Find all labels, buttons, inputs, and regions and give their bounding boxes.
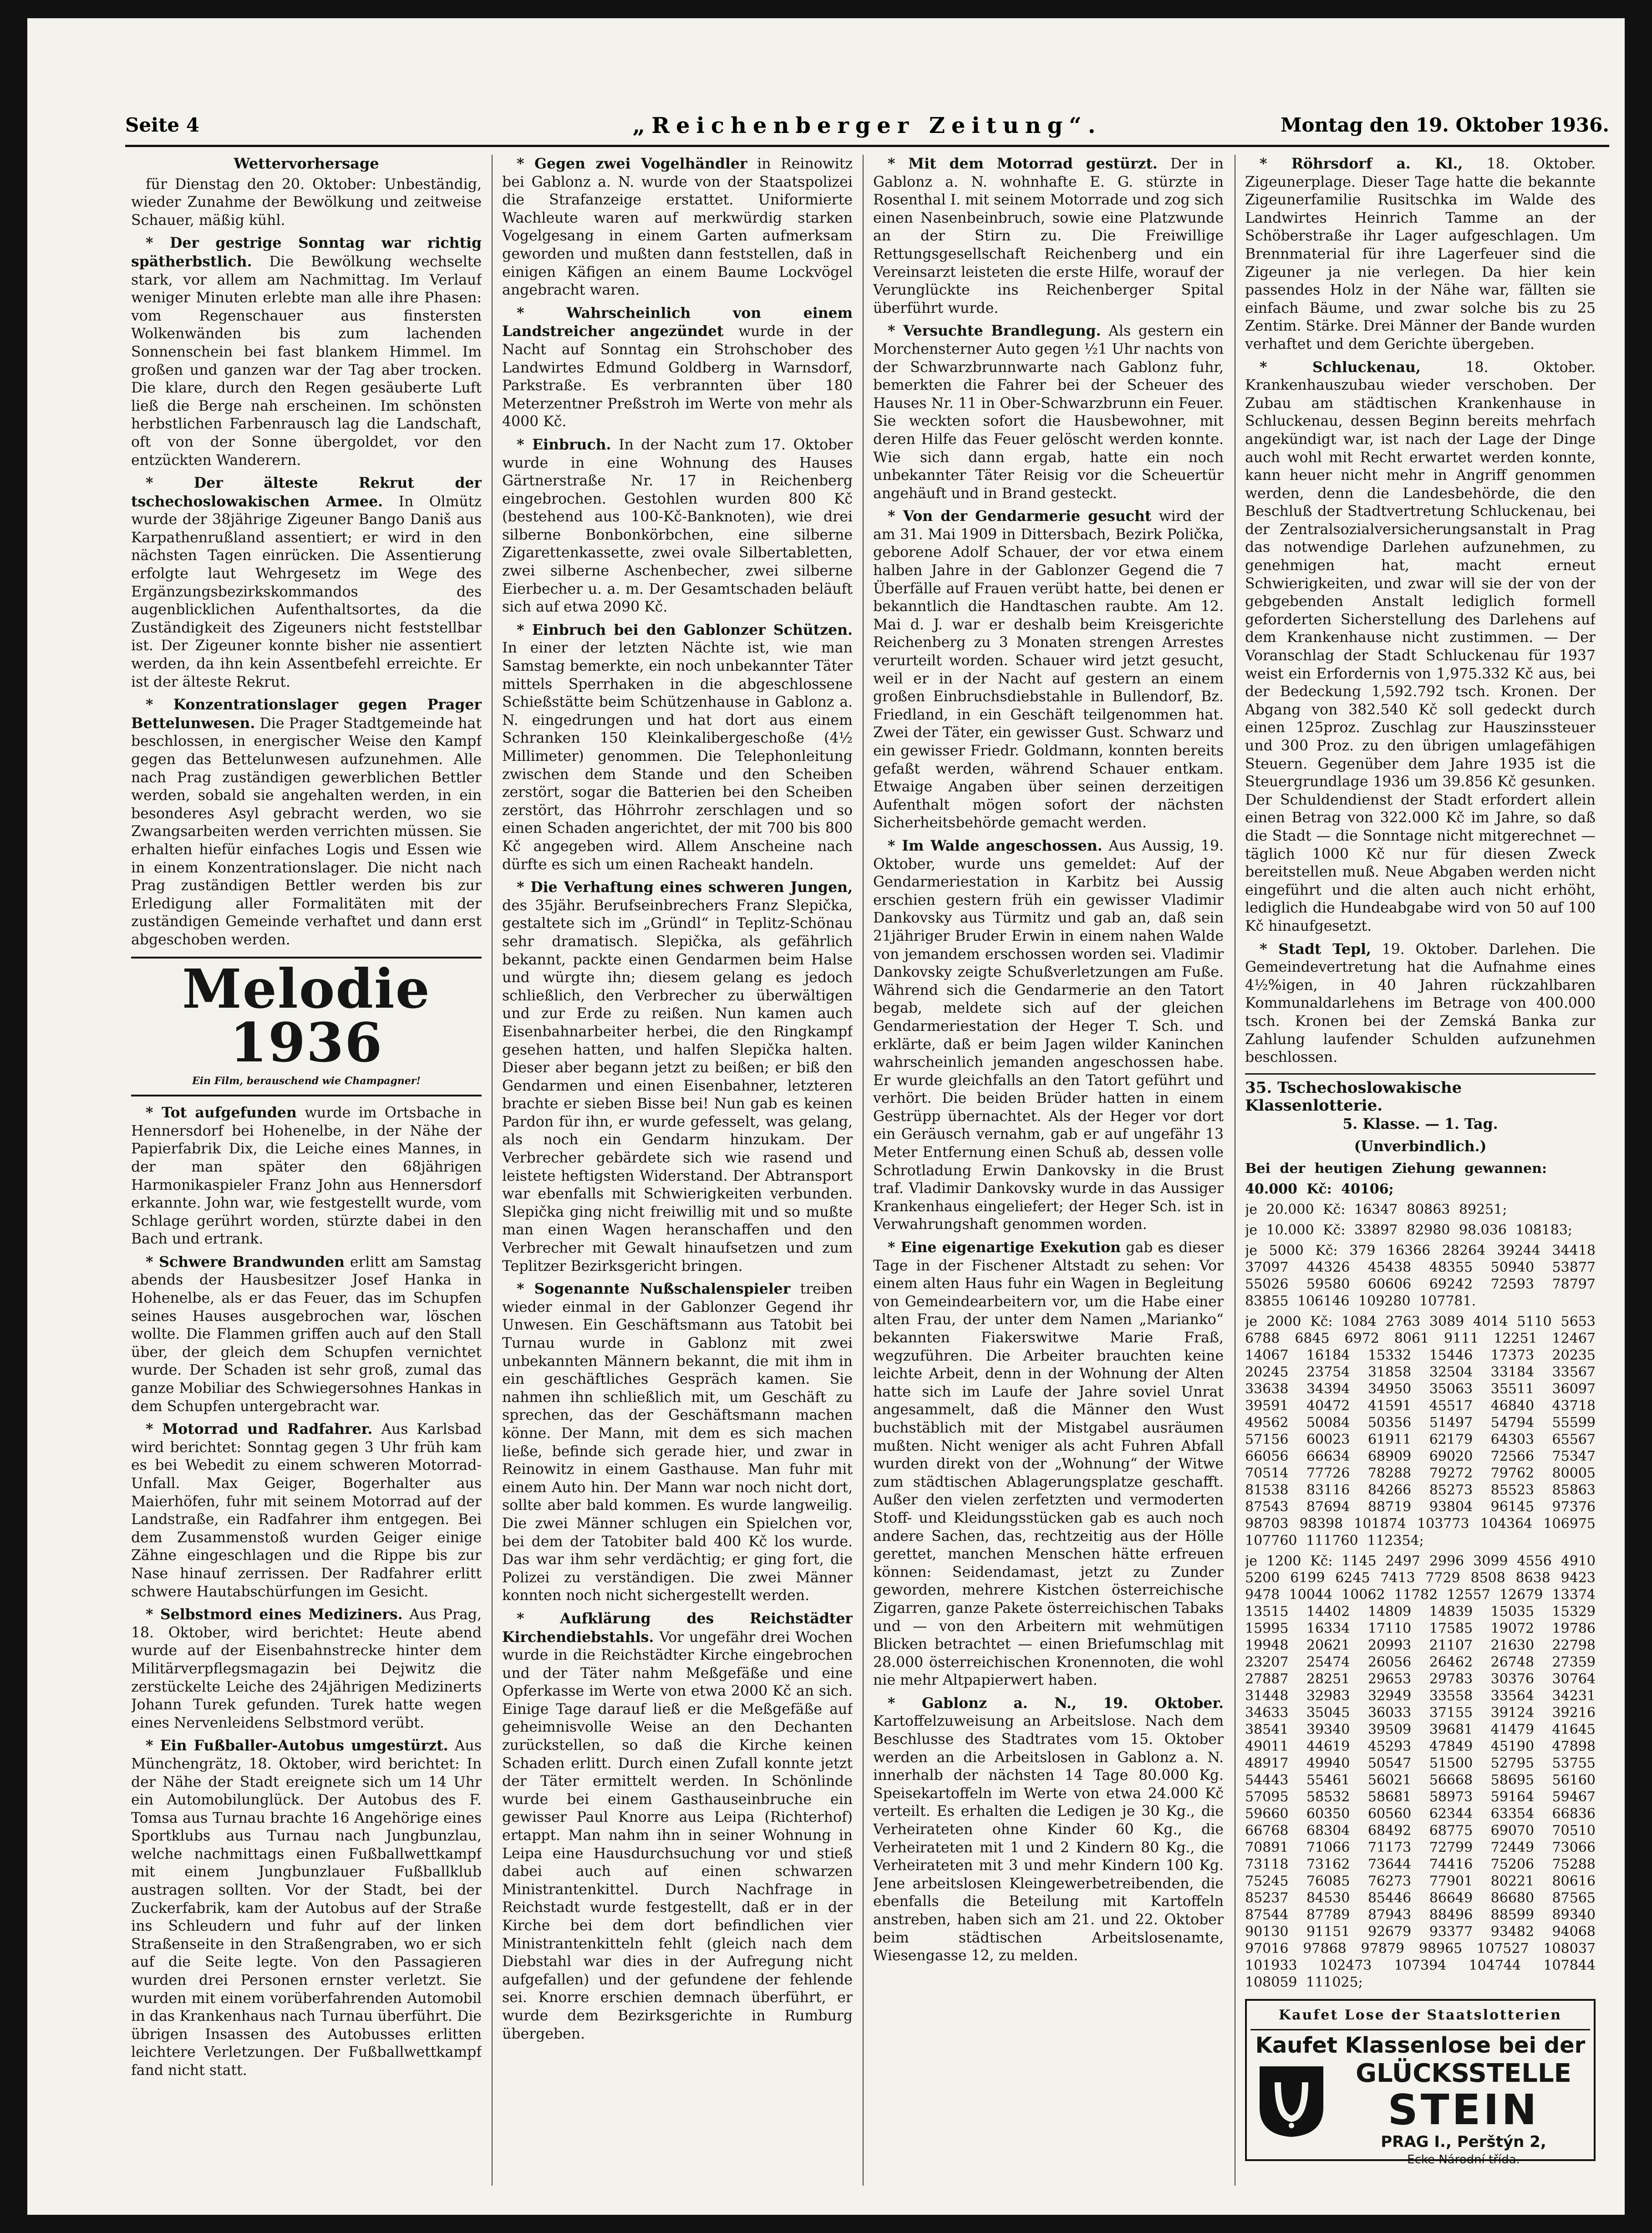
ad-address-2: Ecke Národní třída. bbox=[1407, 2153, 1520, 2167]
article: * Einbruch. In der Nacht zum 17. Oktober wurde in eine Wohnung des Hauses Gärtnerstraße Nr. 17 in Reichenberg eingebrochen. Gestohlen wurden 800 Kč (bestehend aus 100-Kč-Banknoten), wie drei silberne Bonbonkörbchen, eine silberne Zigarettenkassette, zwei ovale Silbertabletten, zwei silberne Aschenbecher, zwei silberne Eierbecher u. a. m. Der Gesamtschaden beläuft sich auf etwa 2090 Kč. bbox=[502, 436, 853, 616]
column-divider bbox=[492, 155, 493, 2186]
article: * Von der Gendarmerie gesucht wird der am 31. Mai 1909 in Dittersbach, Bezirk Polička, geborene Adolf Schauer, der vor etwa einem halben Jahre in der Gablonzer Gegend die 7 Überfälle auf Frauen verübt hatte, bei denen er bekanntlich die Handtaschen raubte. Am 12. Mai d. J. war er deshalb beim Kreisgerichte Reichenberg zu 3 Monaten strengen Arrestes verurteilt worden. Schauer wird jetzt gesucht, weil er in der Nacht auf gestern an einem großen Einbruchsdiebstahle in Bullendorf, Bz. Friedland, in ein Geschäft teilgenommen hat. Zwei der Täter, ein gewisser Gust. Schwarz und ein gewisser Friedr. Goldmann, konnten bereits gefaßt werden, während Schauer entkam. Etwaige Angaben über seinen derzeitigen Aufenthalt mögen sofort der nächsten Sicherheitsbehörde gemacht werden. bbox=[873, 508, 1224, 831]
article: * Sogenannte Nußschalenspieler treiben wieder einmal in der Gablonzer Gegend ihr Unwesen. Ein Geschäftsmann aus Tatobit bei Turnau wurde in Gablonz mit zwei unbekannten Männern bekannt, die mit ihm in ein geschäftliches Gespräch kamen. Sie nahmen ihn schließlich mit, um Geschäft zu sprechen, das der Geschäftsmann machen könne. Der Mann, mit dem es sich machen ließe, befinde sich gerade hier, und zwar in Reinowitz in einem Gasthause. Man fuhr mit einem Auto hin. Der Mann war noch nicht dort, sollte aber bald kommen. Es wurde langweilig. Die zwei Männer schlugen ein Spielchen vor, bei dem der Tatobiter bald 400 Kč los wurde. Das war ihm sehr verdächtig; er ging fort, die Polizei zu verständigen. Die zwei Männer konnten noch nicht sichergestellt werden. bbox=[502, 1280, 853, 1604]
article: * Konzentrationslager gegen Prager Bettelunwesen. Die Prager Stadtgemeinde hat beschlossen, in energischer Weise den Kampf gegen das Bettelunwesen aufzunehmen. Alle nach Prag zuständigen gewerblichen Bettler werden, sobald sie angehalten werden, in ein besonderes Asyl gebracht werden, wo sie Zwangsarbeiten werden verrichten müssen. Sie erhalten hiefür einfaches Logis und Essen wie in einem Konzentrationslager. Die nicht nach Prag zuständigen Bettler werden bis zur Erledigung aller Formalitäten mit der zuständigen Gemeinde verhaftet und dann erst abgeschoben werden. bbox=[131, 696, 482, 948]
ad-shop-name-1: GLÜCKSSTELLE bbox=[1356, 2059, 1571, 2089]
article: * Die Verhaftung eines schweren Jungen, des 35jähr. Berufseinbrechers Franz Slepička, gestaltete sich im „Gründl“ in Teplitz-Schönau sehr dramatisch. Slepička, als gefährlich bekannt, packte einen Gendarmen beim Halse und würgte ihn; diesem gelang es jedoch schließlich, den Verbrecher zu überwältigen und zur Erde zu reißen. Nun kamen auch Eisenbahnarbeiter herbei, die den Ringkampf gesehen hatten, und halfen Slepička halten. Dieser aber begann jetzt zu beißen; er biß den Gendarmen und einen Eisenbahner, letzteren brachte er sieben Bisse bei! Nun gab es keinen Pardon für ihn, er wurde gefesselt, was gelang, als noch ein Gendarm hinzukam. Der Verbrecher gebärdete sich wie rasend und leistete heftigsten Widerstand. Der Abtransport war ebenfalls mit Schwierigkeiten verbunden. Slepička ging nicht freiwillig mit und so mußte man einen Wagen heranschaffen und den Verbrecher mit Gewalt hinaufsetzen und zum Teplitzer Bezirksgericht bringen. bbox=[502, 879, 853, 1275]
article: * Gablonz a. N., 19. Oktober. Kartoffelzuweisung an Arbeitslose. Nach dem Beschlusse des Stadtrates vom 15. Oktober werden an die Arbeitslosen in Gablonz a. N. innerhalb der nächsten 14 Tage 80.000 Kg. Speisekartoffeln im Werte von etwa 24.000 Kč verteilt. Es erhalten die Ledigen je 30 Kg., die Verheirateten ohne Kinder 60 Kg., die Verheirateten mit 1 und 2 Kindern 80 Kg., die Verheirateten mit 3 und mehr Kindern 100 Kg. Jene arbeitslosen Kleingewerbetreibenden, die ebenfalls die Beteilung mit Kartoffeln anstreben, haben sich am 21. und 22. Oktober beim städtischen Arbeitslosenamte, Wiesengasse 12, zu melden. bbox=[873, 1694, 1224, 1964]
ad-subline: Kaufet Klassenlose bei der bbox=[1255, 2032, 1586, 2058]
column-4 bbox=[1245, 155, 1596, 2195]
lottery-prize-5000: je 5000 Kč: 379 16366 28264 39244 34418 37097 44326 45438 48355 50940 53877 55026 59580 60606 69242 72593 78797 83855 106146 109280 107781. bbox=[1245, 1243, 1596, 1310]
article: * Schluckenau, 18. Oktober. Krankenhauszubau wieder verschoben. Der Zubau am städtischen Krankenhause in Schluckenau, dessen Beginn bereits mehrfach angekündigt war, ist nach der Lage der Dinge auch wohl mit Recht erwartet werden konnte, kann heuer nicht mehr in Angriff genommen werden, denn die Landesbehörde, die den Beschluß der Stadtvertretung Schluckenau, bei der Zentralsozialversicherungsanstalt in Prag das notwendige Darlehen aufzunehmen, zu genehmigen hat, macht erneut Schwierigkeiten, und zwar will sie der von der gebgebenden Anstalt lediglich formell geforderten Sicherstellung des Darlehens auf dem Krankenhause nicht zustimmen. — Der Voranschlag der Stadt Schluckenau für 1937 weist ein Erfordernis von 1,975.332 Kč aus, bei der Bedeckung 1,592.792 tsch. Kronen. Der Abgang von 382.540 Kč soll gedeckt durch einen 125proz. Zuschlag zur Hauszinssteuer und 300 Proz. zu den übrigen umlagefähigen Steuern. Gegenüber dem Jahre 1935 ist die Steuergrundlage 1936 um 39.856 Kč gesunken. Der Schuldendienst der Stadt erfordert allein einen Betrag von 322.000 Kč im Jahre, so daß die Stadt — die Sonntage nicht mitgerechnet — täglich 1000 Kč nur für diesen Zweck bereitstellen muß. Neue Abgaben werden nicht eingeführt und die alten auch nicht erhöht, lediglich die Hundeabgabe wird von 50 auf 100 Kč hinaufgesetzt. bbox=[1245, 358, 1596, 934]
article: * Eine eigenartige Exekution gab es dieser Tage in der Fischener Altstadt zu sehen: Vor einem alten Haus fuhr ein Wagen in Begleitung von Gemeindearbeitern vor, um die Habe einer alten Frau, der unter dem Namen „Marianko“ bekannten Fiakerswitwe Marie Fraß, wegzuführen. Die Arbeiter brauchten keine leichte Arbeit, denn in der Wohnung der Alten hatte sich im Laufe der Jahre soviel Unrat angesammelt, daß die Männer den Wust buchstäblich mit der Mistgabel ausräumen mußten. Nicht weniger als acht Fuhren Abfall wurden direkt von der „Wohnung“ der Witwe zum städtischen Ablagerungsplatze geschafft. Außer den vielen zerfetzten und vermoderten Stoff- und Kleidungsstücken gab es auch noch andere Sachen, das, rechtzeitig aus der Hölle gerettet, manchen Menschen hätte erfreuen können: Seidendamast, jetzt zu Zunder geworden, mehrere Kistchen österreichische Zigarren, ganze Pakete österreichischen Tabaks und — von den Arbeitern mit wehmütigen Blicken betrachtet — einen Briefumschlag mit 28.000 österreichischen Kronennoten, die wohl nie mehr Altpapierwert haben. bbox=[873, 1239, 1224, 1689]
film-tagline: Ein Film, berauschend wie Champagner! bbox=[192, 1075, 421, 1087]
article: * Im Walde angeschossen. Aus Aussig, 19. Oktober, wurde uns gemeldet: Auf der Gendarmeriestation in Karbitz bei Aussig erschien gestern früh ein gewisser Vladimir Dankovsky aus Türmitz und gab an, daß sein 21jähriger Bruder Erwin in einem nahen Walde von jemandem erschossen worden sei. Vladimir Dankovsky zeigte Schußverletzungen am Fuße. Während sich die Gendarmerie an den Tatort begab, meldete sich auf der gleichen Gendarmeriestation der Heger T. Sch. und erklärte, daß er beim Jagen wilder Kaninchen wahrscheinlich jemanden angeschossen habe. Er wurde gleichfalls an den Tatort geführt und verhört. Die beiden Brüder hatten in einem Gestrüpp übernachtet. Als der Heger vor dort ein Geräusch vernahm, gab er auf ungefähr 13 Meter Entfernung einen Schuß ab, dessen volle Schrotladung Erwin Dankovsky in die Brust traf. Vladimir Dankovsky wurde in das Aussiger Krankenhaus eingeliefert; der Heger Sch. ist in Verwahrungshaft genommen worden. bbox=[873, 837, 1224, 1233]
article: * Schwere Brandwunden erlitt am Samstag abends der Hausbesitzer Josef Hanka in Hohenelbe, als er das Feuer, das im Schupfen seines Hauses ausgebrochen war, löschen wollte. Die Flammen griffen auch auf den Stall über, der gleich dem Schupfen vernichtet wurde. Der Schaden ist sehr groß, zumal das ganze Mobiliar des Schwiegersohnes Hankas in dem Schupfen untergebracht war. bbox=[131, 1253, 482, 1415]
lottery-advertisement bbox=[1245, 1999, 1596, 2167]
newspaper-page bbox=[27, 18, 1625, 2215]
lottery-prize-20000: je 20.000 Kč: 16347 80863 89251; bbox=[1245, 1202, 1507, 1218]
column-1 bbox=[131, 155, 482, 2195]
article: * Der älteste Rekrut der tschechoslowakischen Armee. In Olmütz wurde der 38jährige Zigeuner Bango Daniš aus Karpathenrußland assentiert; er wird in den nächsten Tagen einrücken. Die Assentierung erfolgte laut Wehrgesetz im Wege des Ergänzungsbezirkskommandos des augenblicklichen Aufenthaltsortes, da die Zuständigkeit des Zigeuners nicht feststellbar ist. Der Zigeuner konnte bisher nie assentiert werden, da ihn kein Assentbefehl erreichte. Er ist der älteste Rekrut. bbox=[131, 474, 482, 690]
lottery-title: 35. Tschechoslowakische Klassenlotterie. bbox=[1245, 1073, 1596, 1115]
film-advertisement bbox=[131, 957, 482, 1097]
article: * Röhrsdorf a. Kl., 18. Oktober. Zigeunerplage. Dieser Tage hatte die bekannte Zigeunerfamilie Rusitschka im Walde des Landwirtes Heinrich Tamme an der Schöberstraße ihr Lager aufgeschlagen. Um Brennmaterial für ihre Lagerfeuer sind die Zigeuner ja nie verlegen. Da hier kein passendes Holz in der Nähe war, fällten sie einfach Bäume, und zwar solche bis zu 25 Zentim. Stärke. Drei Männer der Bande wurden verhaftet und dem Gerichte übergeben. bbox=[1245, 155, 1596, 352]
lottery-prize-40000: 40.000 Kč: 40106; bbox=[1245, 1181, 1394, 1198]
header-rule bbox=[125, 145, 1609, 147]
column-2 bbox=[502, 155, 853, 2195]
lottery-prize-10000: je 10.000 Kč: 33897 82980 98.036 108183; bbox=[1245, 1222, 1573, 1239]
ad-body bbox=[1250, 2057, 1590, 2167]
lottery-prize-2000: je 2000 Kč: 1084 2763 3089 4014 5110 5653 6788 6845 6972 8061 9111 12251 12467 14067 16184 15332 15446 17373 20235 20245 23754 31858 32504 33184 33567 33638 34394 34950 35063 35511 36097 39591 40472 41591 45517 46840 43718 49562 50084 50356 51497 54794 55599 57156 60023 61911 62179 64303 65567 66056 66634 68909 69020 72566 75347 70514 77726 78288 79272 79762 80005 81538 83116 84266 85273 85523 85863 87543 87694 88719 93804 96145 97376 98703 98398 101874 103773 104364 106975 107760 111760 112354; bbox=[1245, 1314, 1596, 1549]
column-divider bbox=[863, 155, 864, 2186]
article: * Motorrad und Radfahrer. Aus Karlsbad wird berichtet: Sonntag gegen 3 Uhr früh kam es bei Webedit zu einem schweren Motorrad-Unfall. Max Geiger, Bogerhalter aus Maierhöfen, fuhr mit seinem Motorrad auf der Landstraße, ein Radfahrer ihm entgegen. Bei dem Zusammenstoß wurden Geiger einige Zähne eingeschlagen und die Rippe bis zur Nase hinauf zerrissen. Der Radfahrer erlitt schwere Hautabschürfungen im Gesicht. bbox=[131, 1421, 482, 1600]
article: * Der gestrige Sonntag war richtig spätherbstlich. Die Bewölkung wechselte stark, vor allem am Nachmittag. Im Verlauf weniger Minuten erlebte man alle ihre Phasen: vom Regenschauer aus finstersten Wolkenwänden bis zum lachenden Sonnenschein bei fast blankem Himmel. Im großen und ganzen war der Tag aber trocken. Die klare, durch den Regen gesäuberte Luft ließ die Berge nah erscheinen. Im schönsten herbstlichen Farbenrausch lag die Landschaft, oft von der Sonne übergoldet, vor den entzückten Wanderern. bbox=[131, 235, 482, 469]
page-header bbox=[125, 100, 1609, 141]
article: * Versuchte Brandlegung. Als gestern ein Morchensterner Auto gegen ½1 Uhr nachts von der Schwarzbrunnwarte nach Gablonz fuhr, bemerkten die Fahrer bei der Scheuer des Hauses Nr. 11 in Ober-Schwarzbrunn ein Feuer. Sie weckten sofort die Hausbewohner, mit deren Hilfe das Feuer gelöscht werden konnte. Wie sich dann ergab, hatte ein noch unbekannter Täter Reisig vor die Scheuertür angehäuft und in Brand gesteckt. bbox=[873, 322, 1224, 502]
article: für Dienstag den 20. Oktober: Unbeständig, wieder Zunahme der Bewölkung und zeitweise Schauer, mäßig kühl. bbox=[131, 176, 482, 229]
lottery-prize-1200: je 1200 Kč: 1145 2497 2996 3099 4556 4910 5200 6199 6245 7413 7729 8508 8638 9423 9478 10044 10062 11782 12557 12679 13374 13515 14402 14809 14839 15035 15329 15995 16334 17110 17585 19072 19786 19948 20621 20993 21107 21630 22798 23207 25474 26056 26462 26748 27359 27887 28251 29653 29783 30376 30764 31448 32983 32949 33558 33564 34231 34633 35045 36033 37155 39124 39216 38541 39340 39509 39681 41479 41645 49011 44619 45293 47849 45190 47898 48917 49940 50547 51500 52795 53755 54443 55461 56021 56668 58695 56160 57095 58532 58681 58973 59164 59467 59660 60350 60560 62344 63354 66836 66768 68304 68492 68775 69070 70510 70891 71066 71173 72799 72449 73066 73118 73162 73644 74416 75206 75288 75245 76085 76273 77901 80221 80616 85237 84530 85446 86649 86680 87565 87544 87789 87943 88496 88599 89340 90130 91151 92679 93377 93482 94068 97016 97868 97879 98965 107527 108037 101933 102473 107394 104744 107844 108059 111025; bbox=[1245, 1553, 1596, 1991]
column-3 bbox=[873, 155, 1224, 2195]
ad-address: PRAG I., Perštýn 2, bbox=[1381, 2133, 1546, 2151]
film-title: Melodie 1936 bbox=[182, 957, 431, 1074]
issue-date: Montag den 19. Oktober 1936. bbox=[1280, 114, 1609, 136]
article: * Ein Fußballer-Autobus umgestürzt. Aus Münchengrätz, 18. Oktober, wird berichtet: In der Nähe der Stadt ereignete sich um 14 Uhr ein Automobilunglück. Der Autobus des F. Tomsa aus Turnau brachte 16 Angehörige eines Sportklubs aus Turnau nach Jungbunzlau, welche nachmittags einen Fußballwettkampf mit einem Jungbunzlauer Fußballklub austragen sollten. Vor der Stadt, bei der Zuckerfabrik, kam der Autobus auf der Straße ins Schleudern und fuhr auf der linken Straßenseite in den Straßengraben, wo er sich auf die Seite legte. Von den Passagieren wurden drei Personen ernster verletzt. Sie wurden mit einem vorüberfahrenden Automobil in das Krankenhaus nach Turnau überführt. Die übrigen Insassen des Autobusses erlitten leichtere Verletzungen. Der Fußballwettkampf fand nicht statt. bbox=[131, 1737, 482, 2079]
weather-heading: Wettervorhersage bbox=[234, 155, 379, 172]
article: * Selbstmord eines Mediziners. Aus Prag, 18. Oktober, wird berichtet: Heute abend wurde auf der Eisenbahnstrecke hinter dem Militärverpflegsmagazin bei Dejwitz die zerstückelte Leiche des 24jährigen Medizinerts Johann Turek gefunden. Turek hatte wegen eines Nervenleidens Selbstmord verübt. bbox=[131, 1606, 482, 1731]
lottery-class: 5. Klasse. — 1. Tag. bbox=[1342, 1115, 1498, 1132]
page-number: Seite 4 bbox=[125, 114, 199, 136]
lottery-intro: Bei der heutigen Ziehung gewannen: bbox=[1245, 1161, 1547, 1177]
article: * Stadt Tepl, 19. Oktober. Darlehen. Die Gemeindevertretung hat die Aufnahme eines 4½%igen, in 40 Jahren rückzahlbaren Kommunaldarlehens im Betrage von 400.000 tsch. Kronen bei der Zemská Banka zur Zahlung laufender Schulden aufzunehmen beschlossen. bbox=[1245, 940, 1596, 1066]
newspaper-title: „Reichenberger Zeitung“. bbox=[632, 113, 1102, 138]
horseshoe-logo-icon bbox=[1255, 2062, 1328, 2139]
article: * Tot aufgefunden wurde im Ortsbache in Hennersdorf bei Hohenelbe, in der Nähe der Papierfabrik Dix, die Leiche eines Mannes, in der man später den 68jährigen Harmonikaspieler Franz John aus Hennersdorf erkannte. John war, wie festgestellt wurde, vom Schlage gerührt worden, stürzte dabei in den Bach und ertrank. bbox=[131, 1104, 482, 1248]
article: * Einbruch bei den Gablonzer Schützen. In einer der letzten Nächte ist, wie man Samstag bemerkte, ein noch unbekannter Täter mittels Sperrhaken in die abgeschlossene Schießstätte beim Schützenhause in Gablonz a. N. eingedrungen und hat dort aus einem Schranken 150 Kleinkalibergeschoße (4½ Millimeter) genommen. Die Telephonleitung zwischen dem Stande und den Scheiben zerstört, sogar die Batterien bei den Scheiben zerstört, das Höhrrohr zerschlagen und so einen Schaden angerichtet, der mit 700 bis 800 Kč angegeben wird. Allem Anscheine nach dürfte es sich um einen Racheakt handeln. bbox=[502, 621, 853, 873]
article: * Aufklärung des Reichstädter Kirchendiebstahls. Vor ungefähr drei Wochen wurde in die Reichstädter Kirche eingebrochen und der Täter nahm Meßgefäße und eine Opferkasse im Werte von etwa 2000 Kč an sich. Einige Tage darauf ließ er die Meßgefäße auf geheimnisvolle Weise an den Dechanten zurückstellen, so daß die Kirche keinen Schaden erlitt. Durch einen Zufall konnte jetzt der Täter ermittelt werden. In Schönlinde wurde bei einem Gasthauseinbruche ein gewisser Paul Knorre aus Leipa (Richterhof) ertappt. Man nahm ihn in seiner Wohnung in Leipa eine Hausdurchsuchung vor und stieß dabei auch auf einen schwarzen Ministrantenkittel. Durch Nachfrage in Reichstadt wurde festgestellt, daß er in der Kirche bei dem dort befindlichen vier Ministrantenkitteln fehlt (gleich nach dem Diebstahl war dies in der Aufregung nicht aufgefallen) und der gefundene der fehlende sei. Knorre erschien demnach überführt, er wurde dem Bezirksgerichte in Rumburg übergeben. bbox=[502, 1610, 853, 2042]
lottery-note: (Unverbindlich.) bbox=[1354, 1138, 1487, 1155]
ad-headline: Kaufet Lose der Staatslotterien bbox=[1250, 2004, 1590, 2030]
ad-shop-name bbox=[1337, 2059, 1590, 2135]
article: * Gegen zwei Vogelhändler in Reinowitz bei Gablonz a. N. wurde von der Staatspolizei die Strafanzeige erstattet. Uniformierte Wachleute waren auf merkwürdig starken Vogelgesang in einem Garten aufmerksam geworden und mußten dann feststellen, daß in einigen Käfigen an einem Baume Lockvögel angebracht waren. bbox=[502, 155, 853, 299]
article: * Wahrscheinlich von einem Landstreicher angezündet wurde in der Nacht auf Sonntag ein Strohschober des Landwirtes Edmund Goldberg in Warnsdorf, Parkstraße. Es verbrannten über 180 Meterzentner Preßstroh im Werte von mehr als 4000 Kč. bbox=[502, 304, 853, 430]
ad-shop-name-2: STEIN bbox=[1388, 2085, 1540, 2135]
article: * Mit dem Motorrad gestürzt. Der in Gablonz a. N. wohnhafte E. G. stürzte in Rosenthal I. mit seinem Motorrade und zog sich einen Nasenbeinbruch, sowie eine Platzwunde an der Stirn zu. Die Freiwillige Rettungsgesellschaft Reichenberg und ein Vereinsarzt leisteten die erste Hilfe, worauf der Verunglückte ins Reichenberger Spital überführt wurde. bbox=[873, 155, 1224, 316]
